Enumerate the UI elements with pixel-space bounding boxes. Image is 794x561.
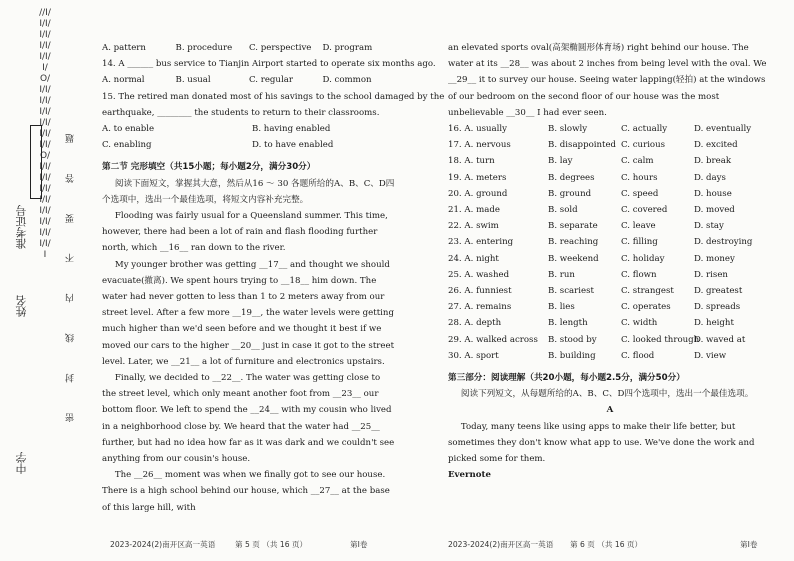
cloze-options-list [448,121,772,364]
exam-id-box [30,125,42,199]
option-d: D. eventually [694,124,752,135]
q15-stem-line2: earthquake, ________ the students to return to their classrooms. [102,107,380,118]
option-a: 25. A. washed [448,269,510,280]
left-column [102,40,445,516]
option-a: A. normal [102,75,145,86]
option-c: C. flown [621,269,657,280]
q14-options [102,72,396,88]
option-b: B. lay [548,156,573,167]
option-d: D. waved at [694,334,746,345]
option-b: B. disappointed [548,140,617,151]
option-b: B. length [548,318,588,329]
option-d: D. to have enabled [252,140,334,151]
cut-line-text: //I/I/I/I/I/I/I/I/I/I/O/I/I/I/I/I/I/I/I/I/I/I/I/O/I/I/I/I/I/I/I/I/I/I/I/I/I/I/I/I/I [39,8,51,260]
right-column [448,40,772,483]
cloze-paragraph-2: My younger brother was getting __17__ and thought we should evacuate(撤离). We spent hours trying to __18__ him down. The water had never gotten to less than 1 to 2 meters away from our street level. After a few more __19__, the water levels were getting much higher than we'd seen before and we thought it best if we moved our cars to the higher __20__ just in case it got to the street level. Later, we __21__ a lot of furniture and electronics upstairs. [102,259,395,367]
option-a: 30. A. sport [448,350,499,361]
cloze-paragraph-5: an elevated sports oval(高架椭圆形体育场) right behind our house. The water at its __28__ was about 2 inches from being level with the oval. We __29__ it to survey our house. Seeing water lapping(轻拍) at the windows of our bedroom on the second floor of our house was the most unbelievable __30__ I had ever seen. [448,43,767,118]
option-b: B. having enabled [252,124,331,135]
option-a: 28. A. depth [448,318,502,329]
footer-left-volume: 第Ⅰ卷 [350,540,368,549]
option-b: B. stood by [548,334,597,345]
option-d: D. program [322,43,373,53]
option-c: C. leave [621,221,656,232]
option-c: C. calm [621,156,654,167]
seal-line-text: 密 封 线 内 不 要 答 题 [66,120,76,423]
option-a: 20. A. ground [448,188,508,199]
option-a: 19. A. meters [448,172,507,183]
q14-stem: 14. A ______ bus service to Tianjin Airport started to operate six months ago. [102,59,436,70]
option-d: D. days [694,172,726,183]
cloze-paragraph-1: Flooding was fairly usual for a Queensland summer. This time, however, there had been a lot of rain and flash flooding further north, which __16__ ran down to the river. [102,211,388,254]
cloze-option-row [448,283,772,299]
footer-left-exam: 2023-2024(2)南开区高一英语 [110,540,216,549]
option-b: B. separate [548,221,598,232]
option-d: D. house [694,188,732,199]
option-c: C. actually [621,124,668,135]
q13-options [102,40,396,56]
option-c: C. curious [621,140,666,151]
option-a: A. pattern [102,43,146,53]
option-b: B. slowly [548,124,588,135]
option-b: B. ground [548,188,592,199]
option-c: C. flood [621,350,655,361]
option-d: D. common [322,75,372,86]
footer-right-page: 第 6 页 （共 16 页） [570,540,643,549]
option-a: 27. A. remains [448,302,512,313]
name-label: 姓名 [15,295,28,317]
cloze-option-row [448,137,772,153]
option-c: C. enabling [102,140,152,151]
option-d: D. risen [694,269,728,280]
option-a: 29. A. walked across [448,334,538,345]
cloze-option-row [448,251,772,267]
option-a: 24. A. night [448,253,499,264]
cloze-option-row [448,348,772,364]
option-d: D. moved [694,205,735,216]
cloze-paragraph-3: Finally, we decided to __22__. The water was getting close to the street level, which only meant another foot from __23__ our bottom floor. We left to spend the __24__ with my cousin who lived in a neighborhood close by. We heard that the water had __25__ further, but had no idea how far as it was dark and we couldn't see anything from our cousin's house. [102,373,395,465]
part3-title: 第三部分：阅读理解（共20小题，每小题2.5分，满分50分） [448,373,685,384]
option-b: B. run [548,269,575,280]
cloze-option-row [448,186,772,202]
option-a: 16. A. usually [448,124,508,135]
part3-instruction: 阅读下列短文，从每题所给的A、B、C、D四个选项中，选出一个最佳选项。 [460,389,754,400]
option-a: A. to enable [102,124,155,135]
option-a: 21. A. made [448,205,500,216]
binding-margin [0,0,92,561]
option-b: B. reaching [548,237,599,248]
option-c: C. covered [621,205,668,216]
option-b: B. procedure [175,43,233,53]
passage-letter: A [606,405,614,416]
option-a: 18. A. turn [448,156,495,167]
cloze-option-row [448,315,772,331]
footer-right-exam: 2023-2024(2)南开区高一英语 [448,540,554,549]
option-b: B. building [548,350,596,361]
footer-right-volume: 第Ⅰ卷 [740,540,758,549]
option-d: D. view [694,350,727,361]
option-b: B. weekend [548,253,599,264]
option-b: B. lies [548,302,575,313]
option-c: C. perspective [249,43,312,53]
option-c: C. operates [621,302,671,313]
cloze-option-row [448,202,772,218]
option-c: C. width [621,318,658,329]
option-c: C. filling [621,237,658,248]
q15-options-row2 [102,137,396,153]
cloze-option-row [448,267,772,283]
option-b: B. scariest [548,286,594,297]
option-d: D. stay [694,221,724,232]
option-b: B. usual [175,75,211,86]
option-c: C. holiday [621,253,665,264]
cloze-option-row [448,234,772,250]
footer-left-page: 第 5 页 （共 16 页） [235,540,308,549]
exam-id-label: 准考证号 [15,205,28,249]
q15-stem-line1: 15. The retired man donated most of his savings to the school damaged by the [102,91,445,102]
option-a: 23. A. entering [448,237,514,248]
option-c: C. hours [621,172,658,183]
option-c: C. speed [621,188,659,199]
passage-paragraph: Today, many teens like using apps to make their life better, but sometimes they don't know what app to use. We've done the work and picked some for them. [448,421,755,465]
cloze-option-row [448,218,772,234]
option-d: D. destroying [694,237,753,248]
option-d: D. money [694,253,735,264]
cloze-option-row [448,153,772,169]
option-a: 17. A. nervous [448,140,511,151]
passage-heading: Evernote [448,470,491,481]
option-d: D. spreads [694,302,741,313]
option-d: D. break [694,156,732,167]
cloze-paragraph-4: The __26__ moment was when we finally got to see our house. There is a high school behind our house, which __27__ at the base of this large hill, with [102,470,390,513]
option-a: 26. A. funniest [448,286,512,297]
option-d: D. excited [694,140,738,151]
option-c: C. strangest [621,286,674,297]
cloze-option-row [448,332,772,348]
cloze-option-row [448,299,772,315]
cloze-option-row [448,121,772,137]
option-d: D. greatest [694,286,743,297]
section-title-cloze: 第二节 完形填空（共15小题；每小题2分，满分30分） [102,162,316,173]
option-c: C. looked through [621,334,700,345]
option-c: C. regular [249,75,293,86]
option-d: D. height [694,318,734,329]
cloze-option-row [448,170,772,186]
instruction-line2: 个选项中，选出一个最佳选项，将短文内容补充完整。 [102,194,309,205]
option-b: B. sold [548,205,578,216]
option-b: B. degrees [548,172,595,183]
school-label: 中学 [15,452,28,474]
q15-options-row1 [102,121,396,137]
instruction-line1: 阅读下面短文，掌握其大意，然后从16 ～ 30 各题所给的A、B、C、D四 [114,178,395,189]
option-a: 22. A. swim [448,221,499,232]
